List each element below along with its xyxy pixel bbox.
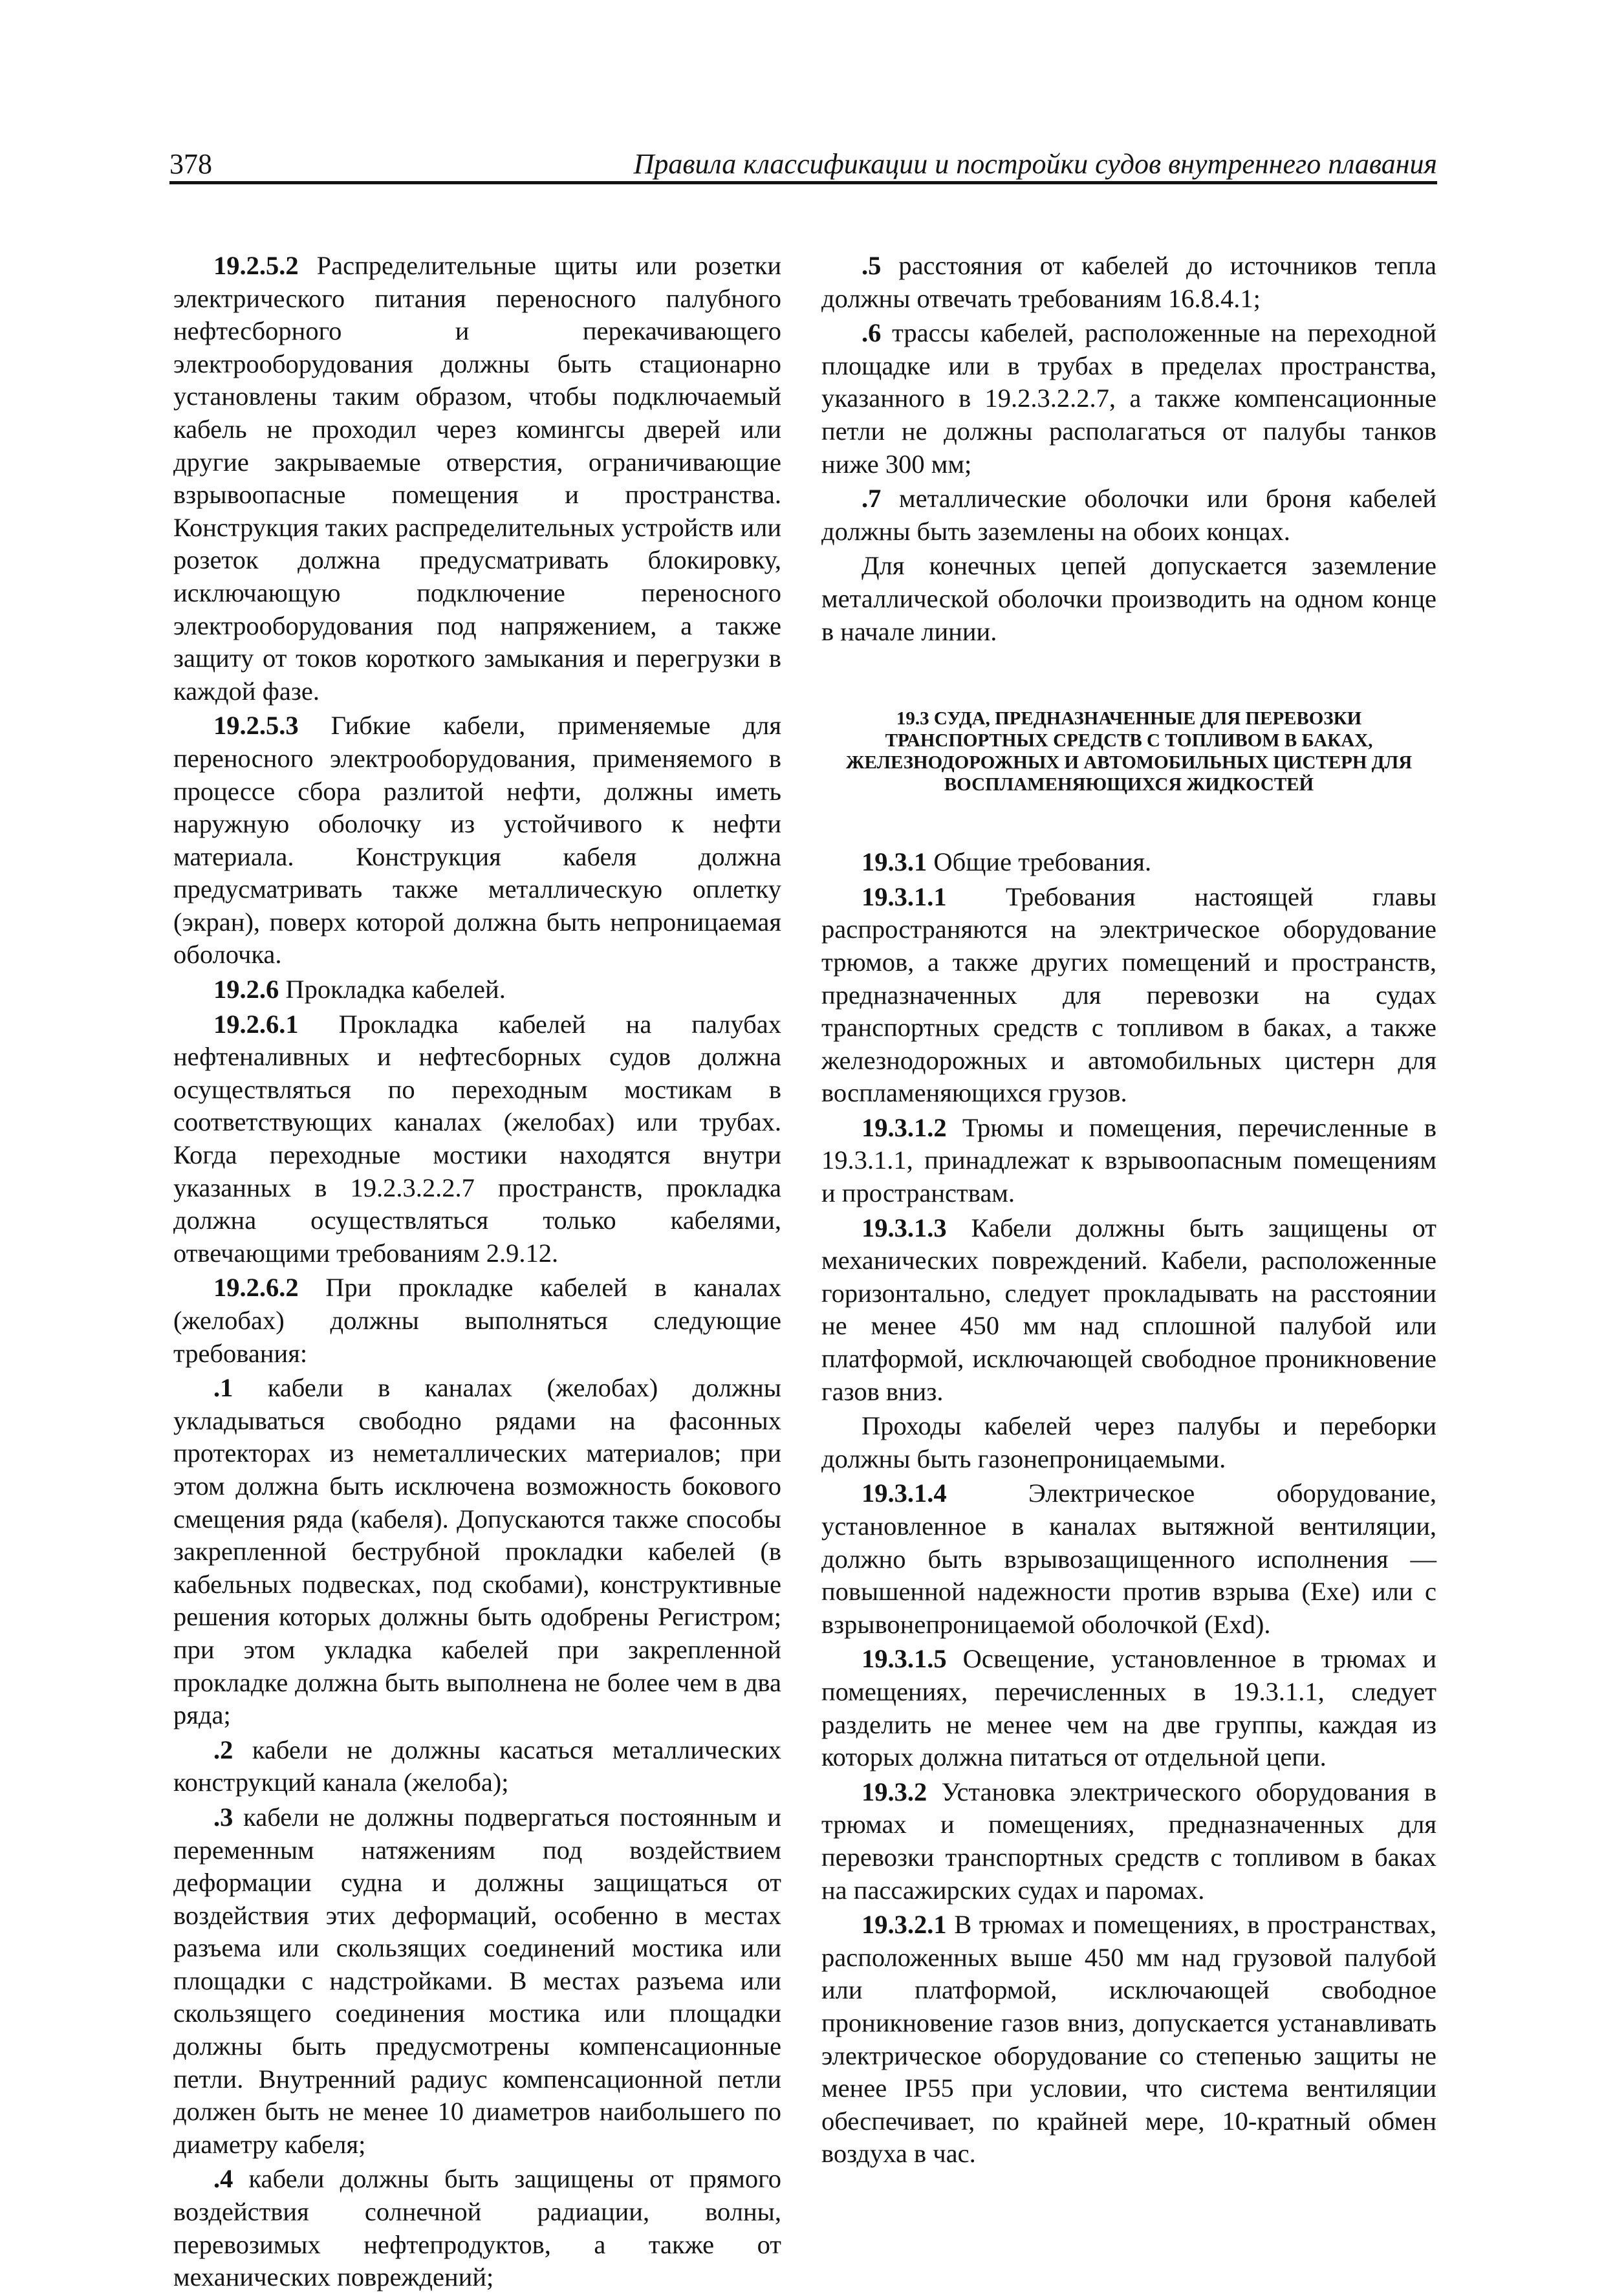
- paragraph-text: кабели должны быть защищены от прямого воздействия солнечной радиации, волны, перевозимых нефтепродуктов, а также от механических повреждений;: [173, 2164, 781, 2292]
- paragraph: [173, 250, 781, 708]
- paragraph: [821, 1643, 1436, 1773]
- clause-number: 19.2.6.2: [213, 1273, 299, 1303]
- paragraph: [821, 846, 1436, 879]
- left-column: [173, 250, 781, 2296]
- paragraph: [173, 1734, 781, 1799]
- paragraph: [821, 1410, 1436, 1475]
- clause-number: 19.3.1.1: [862, 882, 947, 911]
- paragraph: [821, 1477, 1436, 1641]
- paragraph-text: Общие требования.: [927, 847, 1152, 877]
- paragraph-text: Распределительные щиты или розетки электрического питания переносного палубного нефтесборного и перекачивающего электрооборудования должны быть стационарно установлены таким образом, чтобы подключаемый кабель не проходил через комингсы дверей или другие закрываемые отверстия, ограничивающие взрывоопасные помещения и пространства. Конструкция таких распределительных устройств или розеток должна предусматривать блокировку, исключающую подключение переносного электрооборудования под напряжением, а также защиту от токов короткого замыкания и перегрузки в каждой фазе.: [173, 251, 781, 706]
- paragraph-text: Прокладка кабелей.: [279, 975, 506, 1004]
- paragraph: [821, 1776, 1436, 1907]
- paragraph: [821, 1112, 1436, 1210]
- paragraph-text: расстояния от кабелей до источников тепла должны отвечать требованиям 16.8.4.1;: [821, 251, 1436, 313]
- paragraph: [821, 250, 1436, 315]
- right-column: [821, 250, 1436, 2172]
- paragraph-text: Требования настоящей главы распространяются на электрическое оборудование трюмов, а также других помещений и пространств, предназначенных для перевозки на судах транспортных средств с топливом в баках, а также железнодорожных и автомобильных цистерн для воспламеняющихся грузов.: [821, 882, 1436, 1108]
- paragraph: [173, 2163, 781, 2293]
- paragraph: [821, 317, 1436, 481]
- paragraph-text: Установка электрического оборудования в трюмах и помещениях, предназначенных для перевозки транспортных средств с топливом в баках на пассажирских судах и паромах.: [821, 1777, 1436, 1905]
- clause-number: .3: [213, 1802, 233, 1832]
- paragraph: [173, 709, 781, 971]
- clause-number: 19.3.1.3: [862, 1213, 947, 1242]
- clause-number: 19.3.2.1: [862, 1910, 947, 1940]
- running-title: Правила классификации и постройки судов внутреннего плавания: [633, 148, 1437, 180]
- paragraph: [821, 881, 1436, 1110]
- paragraph-text: Прокладка кабелей на палубах нефтеналивных и нефтесборных судов должна осуществляться по переходным мостикам в соответствующих каналах (желобах) или трубах. Когда переходные мостики находятся внутри указанных в 19.2.3.2.2.7 пространств, прокладка должна осуществляться только кабелями, отвечающими требованиям 2.9.12.: [173, 1009, 781, 1268]
- paragraph: [821, 1212, 1436, 1409]
- clause-number: .2: [213, 1735, 233, 1764]
- clause-number: .1: [213, 1373, 233, 1403]
- paragraph-text: трассы кабелей, расположенные на переходной площадке или в трубах в пределах пространства, указанного в 19.2.3.2.2.7, а также компенсационные петли не должны располагаться от палубы танков ниже 300 мм;: [821, 318, 1436, 479]
- clause-number: 19.2.6.1: [213, 1009, 299, 1039]
- paragraph: [173, 1272, 781, 1370]
- paragraph-text: В трюмах и помещениях, в пространствах, расположенных выше 450 мм над грузовой палубой или платформой, исключающей свободное проникновение газов вниз, допускается устанавливать электрическое оборудование со степенью защиты не менее IP55 при условии, что система вентиляции обеспечивает, по крайней мере, 10-кратный обмен воздуха в час.: [821, 1910, 1436, 2169]
- paragraph: [173, 1008, 781, 1270]
- section-heading: 19.3 СУДА, ПРЕДНАЗНАЧЕННЫЕ ДЛЯ ПЕРЕВОЗКИ ТРАНСПОРТНЫХ СРЕДСТВ С ТОПЛИВОМ В БАКАХ, ЖЕЛЕЗНОДОРОЖНЫХ И АВТОМОБИЛЬНЫХ ЦИСТЕРН ДЛЯ ВОСПЛАМЕНЯЮЩИХСЯ ЖИДКОСТЕЙ: [845, 708, 1413, 796]
- clause-number: .6: [862, 318, 882, 348]
- paragraph: [821, 482, 1436, 548]
- page-header: [169, 144, 1437, 184]
- paragraph: [821, 550, 1436, 648]
- clause-number: 19.3.1.4: [862, 1478, 947, 1508]
- clause-number: 19.2.5.2: [213, 251, 299, 280]
- clause-number: 19.2.5.3: [213, 711, 299, 741]
- clause-number: .5: [862, 251, 882, 280]
- paragraph-text: Трюмы и помещения, перечисленные в 19.3.1.1, принадлежат к взрывоопасным помещениям и пространствам.: [821, 1112, 1436, 1208]
- paragraph: [173, 1801, 781, 2161]
- paragraph-text: Кабели должны быть защищены от механических повреждений. Кабели, расположенные горизонтально, следует прокладывать на расстоянии не менее 450 мм над сплошной палубой или платформой, исключающей свободное проникновение газов вниз.: [821, 1213, 1436, 1406]
- paragraph-text: кабели не должны касаться металлических конструкций канала (желоба);: [173, 1735, 781, 1797]
- paragraph-text: металлические оболочки или броня кабелей должны быть заземлены на обоих концах.: [821, 484, 1436, 546]
- paragraph: [173, 973, 781, 1006]
- paragraph-text: При прокладке кабелей в каналах (желобах) должны выполняться следующие требования:: [173, 1273, 781, 1368]
- clause-number: 19.3.1.2: [862, 1112, 947, 1142]
- paragraph-text: Электрическое оборудование, установленное в каналах вытяжной вентиляции, должно быть взрывозащищенного исполнения — повышенной надежности против взрыва (Exe) или с взрывонепроницаемой оболочкой (Exd).: [821, 1478, 1436, 1639]
- paragraph-text: Проходы кабелей через палубы и переборки должны быть газонепроницаемыми.: [821, 1411, 1436, 1473]
- paragraph-text: Для конечных цепей допускается заземление металлической оболочки производить на одном конце в начале линии.: [821, 551, 1436, 646]
- paragraph-text: Освещение, установленное в трюмах и помещениях, перечисленных в 19.3.1.1, следует разделить не менее чем на две группы, каждая из которых должна питаться от отдельной цепи.: [821, 1644, 1436, 1772]
- page-number: 378: [169, 148, 212, 180]
- paragraph-text: кабели в каналах (желобах) должны укладываться свободно рядами на фасонных протекторах из неметаллических материалов; при этом должна быть исключена возможность бокового смещения ряда (кабеля). Допускаются также способы закрепленной беструбной прокладки кабелей (в кабельных подвесках, под скобами), конструктивные решения которых должны быть одобрены Регистром; при этом укладка кабелей при закрепленной прокладке должна быть выполнена не более чем в два ряда;: [173, 1373, 781, 1730]
- paragraph: [173, 1372, 781, 1732]
- paragraph-text: Гибкие кабели, применяемые для переносного электрооборудования, применяемого в процессе сбора разлитой нефти, должны иметь наружную оболочку из устойчивого к нефти материала. Конструкция кабеля должна предусматривать также металлическую оплетку (экран), поверх которой должна быть непроницаемая оболочка.: [173, 711, 781, 969]
- paragraph: [821, 1909, 1436, 2171]
- clause-number: 19.3.1: [862, 847, 927, 877]
- paragraph-text: кабели не должны подвергаться постоянным и переменным натяжениям под воздействием деформации судна и должны защищаться от воздействия этих деформаций, особенно в местах разъема или скользящих соединений мостика или площадки с надстройками. В местах разъема или скользящего соединения мостика или площадки должны быть предусмотрены компенсационные петли. Внутренний радиус компенсационной петли должен быть не менее 10 диаметров наибольшего по диаметру кабеля;: [173, 1802, 781, 2159]
- clause-number: 19.2.6: [213, 975, 279, 1004]
- clause-number: .4: [213, 2164, 233, 2194]
- clause-number: 19.3.1.5: [862, 1644, 947, 1674]
- clause-number: .7: [862, 484, 882, 514]
- clause-number: 19.3.2: [862, 1777, 927, 1806]
